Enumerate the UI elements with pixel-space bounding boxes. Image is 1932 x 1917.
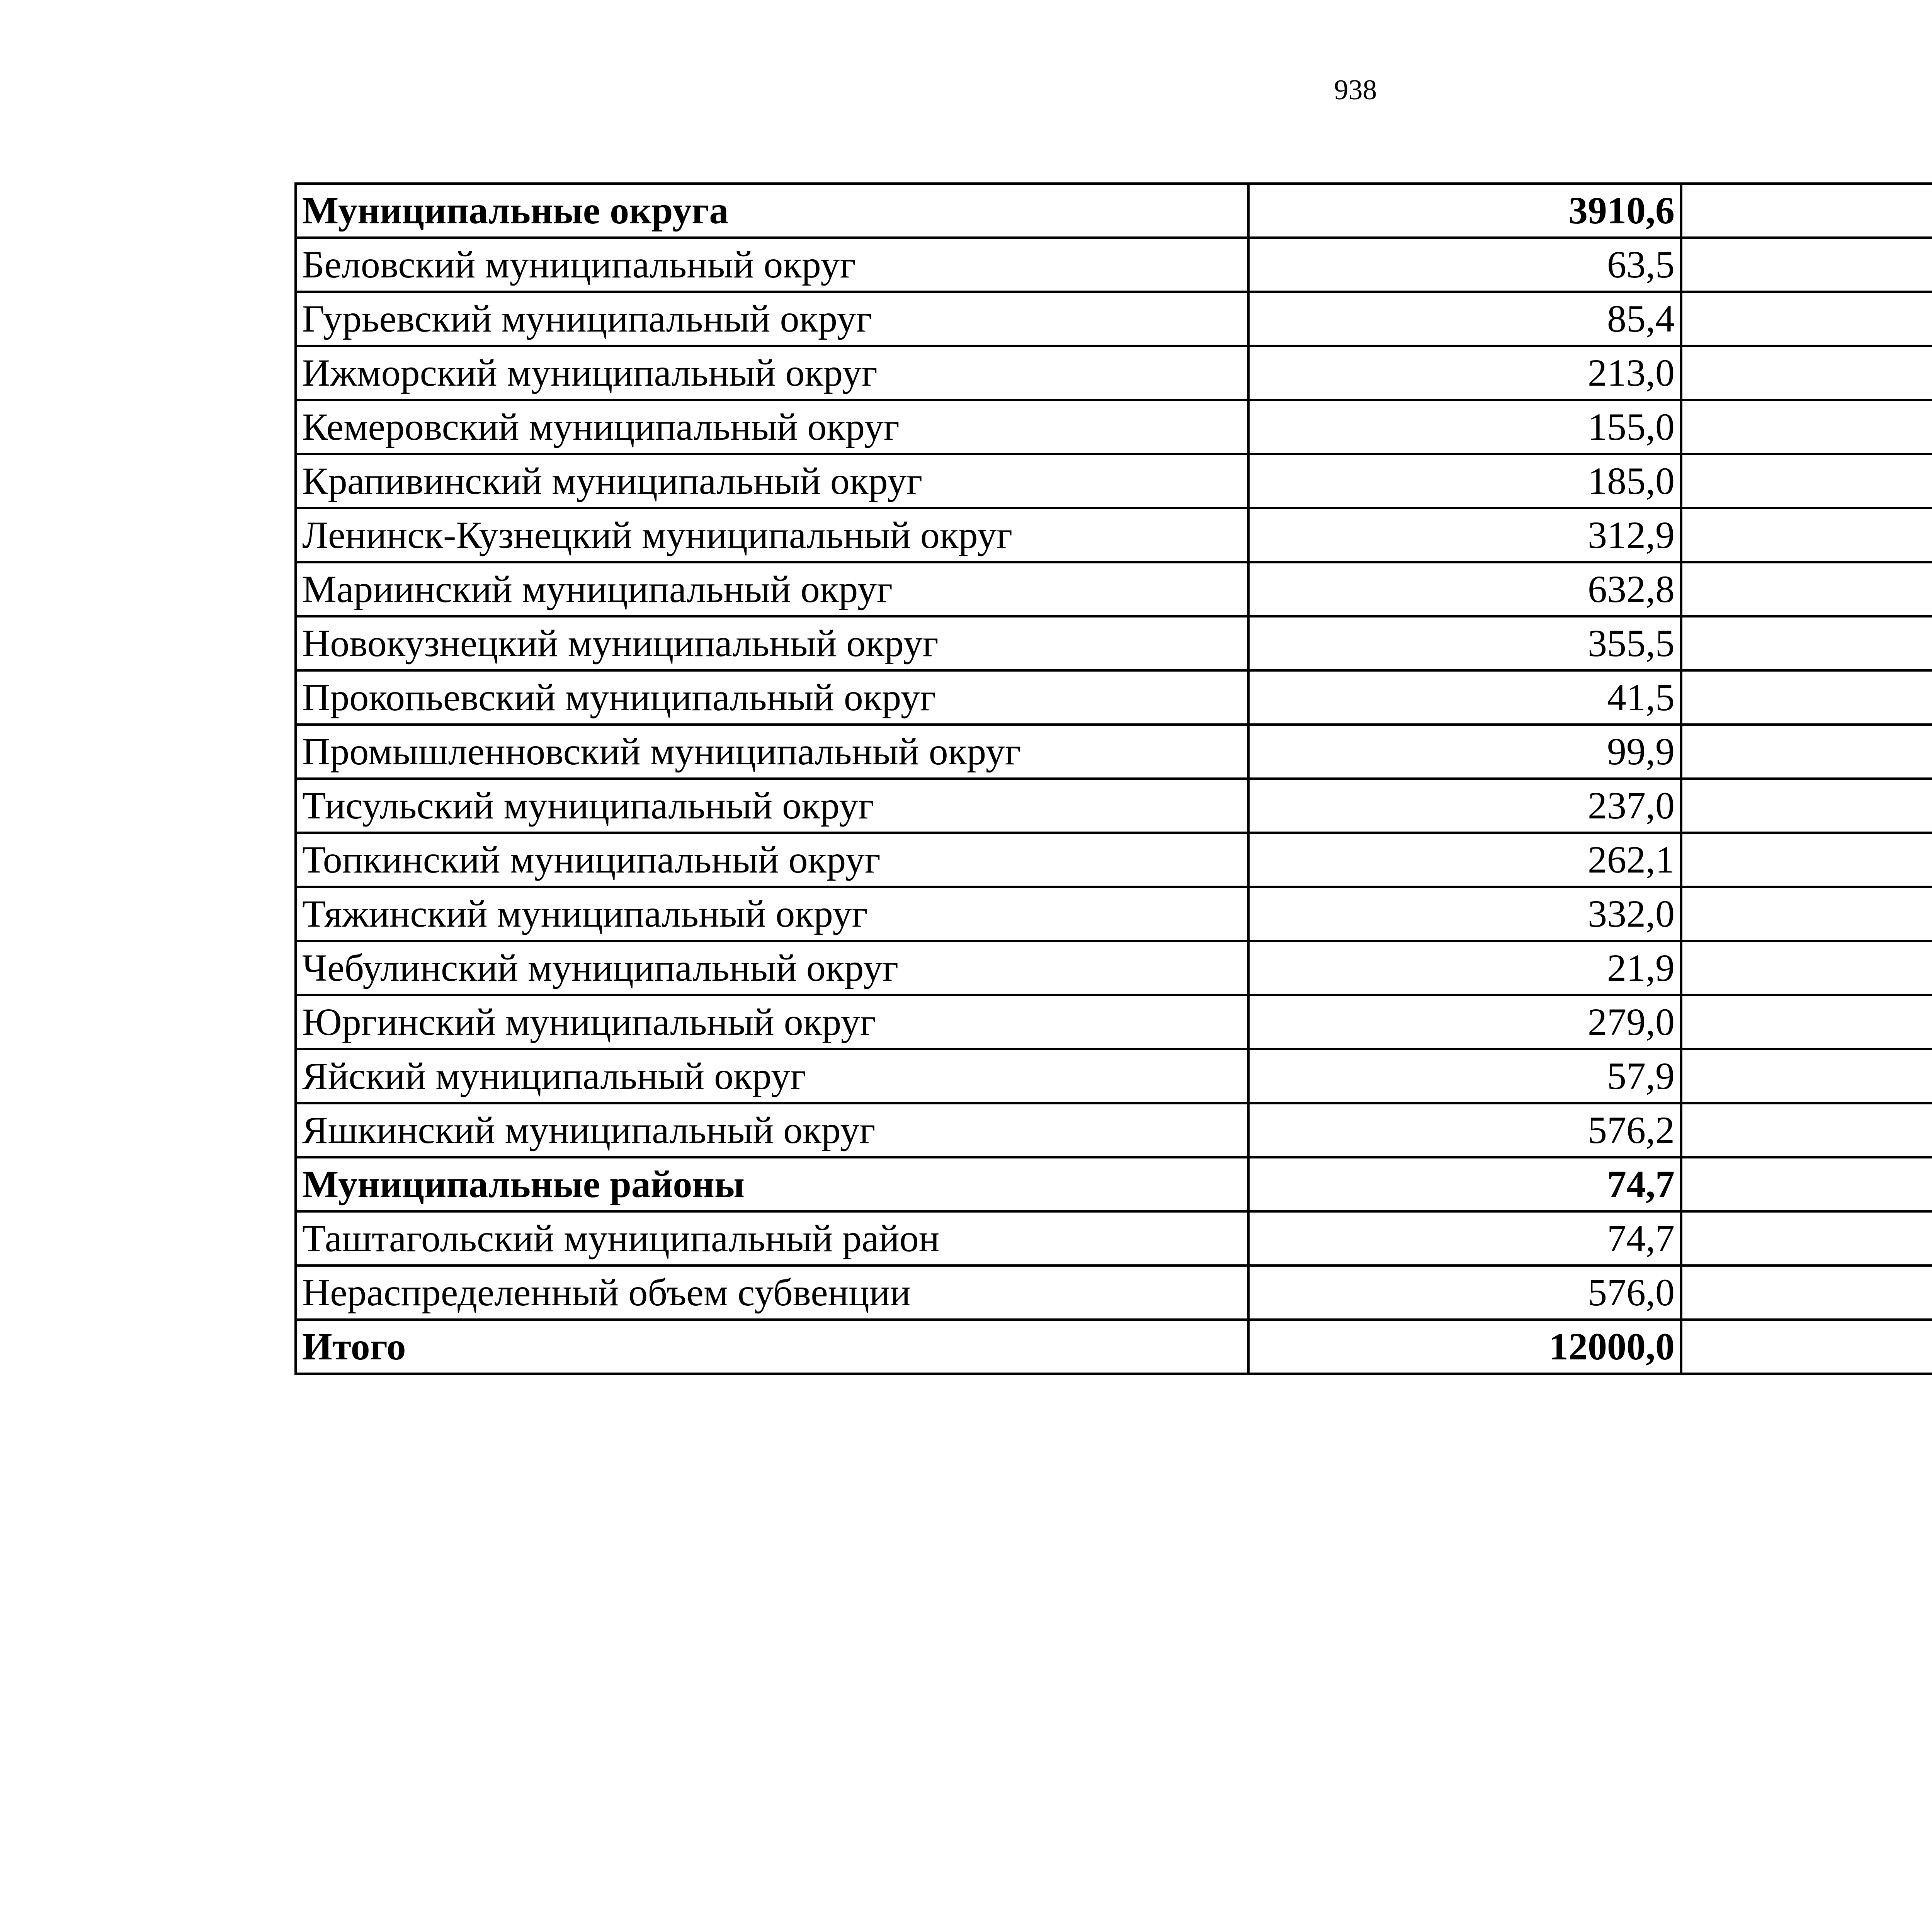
cell-value-2	[1681, 779, 1932, 833]
cell-value-1: 99,9	[1248, 725, 1681, 779]
cell-value-1: 3910,6	[1248, 184, 1681, 238]
table-row	[296, 400, 1932, 454]
cell-name: Чебулинский муниципальный округ	[296, 941, 1248, 995]
cell-value-1: 332,0	[1248, 887, 1681, 941]
cell-name: Ижморский муниципальный округ	[296, 346, 1248, 400]
cell-name: Мариинский муниципальный округ	[296, 562, 1248, 616]
cell-name: Промышленновский муниципальный округ	[296, 725, 1248, 779]
table-row	[296, 725, 1932, 779]
cell-name: Кемеровский муниципальный округ	[296, 400, 1248, 454]
cell-value-2	[1681, 1320, 1932, 1374]
cell-value-1: 279,0	[1248, 995, 1681, 1049]
cell-value-1: 85,4	[1248, 292, 1681, 346]
table-row	[296, 1266, 1932, 1320]
cell-name: Таштагольский муниципальный район	[296, 1211, 1248, 1266]
cell-value-1: 63,5	[1248, 238, 1681, 292]
cell-value-2	[1681, 346, 1932, 400]
cell-value-1: 632,8	[1248, 562, 1681, 616]
table-row	[296, 184, 1932, 238]
cell-value-2	[1681, 616, 1932, 670]
cell-value-2	[1681, 995, 1932, 1049]
cell-value-2	[1681, 292, 1932, 346]
cell-value-1: 262,1	[1248, 833, 1681, 887]
cell-name: Муниципальные районы	[296, 1157, 1248, 1211]
cell-name: Тисульский муниципальный округ	[296, 779, 1248, 833]
cell-value-1: 355,5	[1248, 616, 1681, 670]
subvention-table	[294, 182, 1932, 1375]
table-row	[296, 238, 1932, 292]
cell-value-2	[1681, 1049, 1932, 1103]
cell-value-1: 576,0	[1248, 1266, 1681, 1320]
cell-value-2	[1681, 833, 1932, 887]
table-row	[296, 779, 1932, 833]
cell-value-1: 12000,0	[1248, 1320, 1681, 1374]
cell-value-1: 41,5	[1248, 670, 1681, 725]
cell-name: Яшкинский муниципальный округ	[296, 1103, 1248, 1157]
table-row	[296, 346, 1932, 400]
cell-value-1: 576,2	[1248, 1103, 1681, 1157]
cell-value-2	[1681, 1103, 1932, 1157]
table-row	[296, 995, 1932, 1049]
cell-name: Ленинск-Кузнецкий муниципальный округ	[296, 508, 1248, 562]
cell-name: Яйский муниципальный округ	[296, 1049, 1248, 1103]
page-number: 938	[1334, 74, 1377, 106]
table-body	[296, 184, 1932, 1374]
cell-value-2	[1681, 454, 1932, 508]
cell-value-1: 185,0	[1248, 454, 1681, 508]
cell-name: Прокопьевский муниципальный округ	[296, 670, 1248, 725]
table-row	[296, 562, 1932, 616]
table-row	[296, 454, 1932, 508]
cell-name: Беловский муниципальный округ	[296, 238, 1248, 292]
cell-name: Новокузнецкий муниципальный округ	[296, 616, 1248, 670]
cell-value-2	[1681, 1266, 1932, 1320]
cell-value-2	[1681, 887, 1932, 941]
cell-value-1: 21,9	[1248, 941, 1681, 995]
cell-name: Нераспределенный объем субвенции	[296, 1266, 1248, 1320]
cell-value-1: 312,9	[1248, 508, 1681, 562]
cell-value-2	[1681, 725, 1932, 779]
cell-value-2	[1681, 562, 1932, 616]
cell-value-1: 74,7	[1248, 1157, 1681, 1211]
cell-value-2	[1681, 400, 1932, 454]
table-row	[296, 508, 1932, 562]
table-row	[296, 941, 1932, 995]
table-row	[296, 1211, 1932, 1266]
cell-value-2	[1681, 238, 1932, 292]
cell-name: Итого	[296, 1320, 1248, 1374]
cell-name: Крапивинский муниципальный округ	[296, 454, 1248, 508]
cell-value-2	[1681, 670, 1932, 725]
table-row	[296, 292, 1932, 346]
cell-name: Юргинский муниципальный округ	[296, 995, 1248, 1049]
table-row	[296, 833, 1932, 887]
cell-name: Муниципальные округа	[296, 184, 1248, 238]
cell-value-1: 74,7	[1248, 1211, 1681, 1266]
table-row	[296, 616, 1932, 670]
table-row	[296, 670, 1932, 725]
cell-value-2	[1681, 941, 1932, 995]
cell-value-2	[1681, 508, 1932, 562]
cell-value-2	[1681, 1157, 1932, 1211]
cell-name: Тяжинский муниципальный округ	[296, 887, 1248, 941]
table-row	[296, 1049, 1932, 1103]
table-row	[296, 1103, 1932, 1157]
cell-name: Топкинский муниципальный округ	[296, 833, 1248, 887]
cell-value-1: 213,0	[1248, 346, 1681, 400]
table-row	[296, 1157, 1932, 1211]
cell-value-2	[1681, 184, 1932, 238]
table-row	[296, 887, 1932, 941]
table-row	[296, 1320, 1932, 1374]
cell-value-1: 155,0	[1248, 400, 1681, 454]
cell-name: Гурьевский муниципальный округ	[296, 292, 1248, 346]
cell-value-2	[1681, 1211, 1932, 1266]
cell-value-1: 237,0	[1248, 779, 1681, 833]
cell-value-1: 57,9	[1248, 1049, 1681, 1103]
